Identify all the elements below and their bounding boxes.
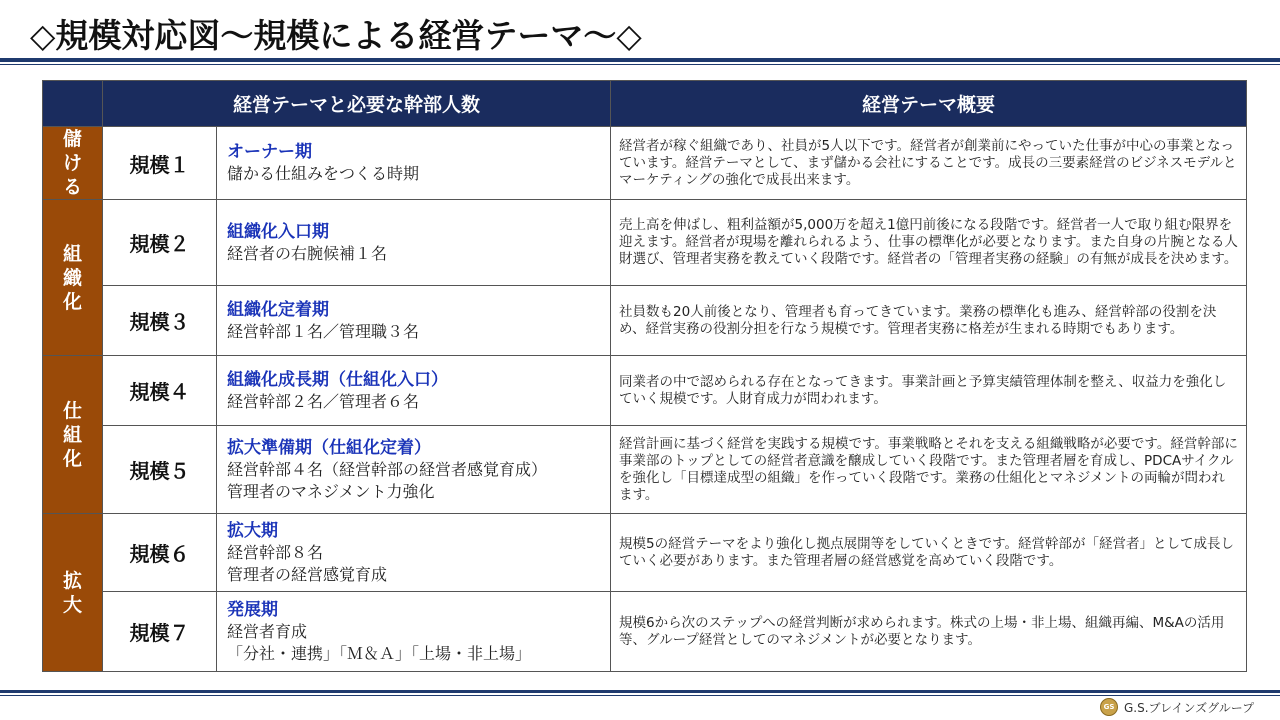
theme-title: 拡大期 [227,520,278,541]
theme-title: 組織化定着期 [227,299,329,320]
theme-description: 規模5の経営テーマをより強化し拠点展開等をしていくときです。経営幹部が「経営者」として成長していく必要があります。また管理者層の経営感覚を高めていく段階です。 [611,514,1247,592]
company-logo [1100,698,1254,716]
theme-description: 規模6から次のステップへの経営判断が求められます。株式の上場・非上場、組織再編、M&Aの活用等、グループ経営としてのマネジメントが必要となります。 [611,592,1247,672]
table-row [43,286,1247,356]
theme-cell [217,592,611,672]
theme-title: オーナー期 [227,142,312,162]
theme-title: 拡大準備期（仕組化定着） [227,437,431,458]
scale-label: 規模１ [103,127,217,200]
category-cell [43,514,103,672]
table-row [43,592,1247,672]
theme-cell [217,127,611,200]
theme-line: 経営者の右腕候補１名 [227,243,388,263]
theme-line: 管理者の経営感覚育成 [227,564,388,584]
theme-description: 経営者が稼ぐ組織であり、社員が5人以下です。経営者が創業前にやっていた仕事が中心の事業となっています。経営テーマとして、まず儲かる会社にすることです。成長の三要素経営のビジネスモデルとマーケティングの強化で成長出来ます。 [611,127,1247,200]
theme-description: 売上高を伸ばし、粗利益額が5,000万を超え1億円前後になる段階です。経営者一人で取り組む限界を迎えます。経営者が現場を離れられるよう、仕事の標準化が必要となります。また自身の片腕となる人財選び、管理者実務を教えていく段階です。経営者の「管理者実務の経験」の有無が成長を決めます。 [611,200,1247,286]
header-theme: 経営テーマと必要な幹部人数 [103,81,611,127]
category-label: 仕組化 [62,399,82,470]
slide-title: ◇規模対応図～規模による経営テーマ～◇ [30,16,642,55]
scale-table [42,80,1247,672]
theme-description: 同業者の中で認められる存在となってきます。事業計画と予算実績管理体制を整え、収益力を強化していく規模です。人財育成力が問われます。 [611,356,1247,426]
theme-description: 社員数も20人前後となり、管理者も育ってきています。業務の標準化も進み、経営幹部の役割を決め、経営実務の役割分担を行なう規模です。管理者実務に格差が生まれる時期でもあります。 [611,286,1247,356]
category-label: 儲ける [62,128,82,198]
category-label: 組織化 [62,242,82,313]
theme-line: 経営幹部１名／管理職３名 [227,321,420,341]
table-row [43,426,1247,514]
footer-divider-thin [0,695,1280,696]
category-cell [43,127,103,200]
scale-label: 規模５ [103,426,217,514]
scale-label: 規模３ [103,286,217,356]
title-divider-thin [0,64,1280,65]
header-summary: 経営テーマ概要 [611,81,1247,127]
table-row [43,356,1247,426]
theme-cell [217,200,611,286]
theme-line: 「分社・連携」「Ｍ＆Ａ」「上場・非上場」 [227,643,532,663]
theme-line: 経営幹部８名 [227,542,324,562]
category-label: 拡大 [62,569,82,616]
theme-cell [217,286,611,356]
theme-title: 組織化入口期 [227,221,329,242]
logo-text: G.S.ブレインズグループ [1124,700,1255,715]
header-corner [43,81,103,127]
theme-line: 経営幹部２名／管理者６名 [227,391,420,411]
theme-title: 組織化成長期（仕組化入口） [227,369,448,390]
theme-line: 経営者育成 [227,621,308,641]
theme-cell [217,514,611,592]
theme-cell [217,356,611,426]
table-row [43,514,1247,592]
table-row [43,127,1247,200]
theme-title: 発展期 [227,599,278,620]
theme-cell [217,426,611,514]
footer-divider [0,690,1280,693]
category-cell [43,356,103,514]
table-header-row [43,81,1247,127]
scale-label: 規模７ [103,592,217,672]
theme-description: 経営計画に基づく経営を実践する規模です。事業戦略とそれを支える組織戦略が必要です。経営幹部に事業部のトップとしての経営者意識を醸成していく段階です。また管理者層を育成し、PDCAサイクルを強化し「目標達成型の組織」を作っていく段階です。業務の仕組化とマネジメントの両輪が問われます。 [611,426,1247,514]
theme-line: 儲かる仕組みをつくる時期 [227,164,420,183]
logo-mark-icon: GS [1100,698,1118,716]
title-divider [0,58,1280,62]
theme-line: 経営幹部４名（経営幹部の経営者感覚育成） [227,459,548,479]
table-row [43,200,1247,286]
scale-label: 規模２ [103,200,217,286]
scale-label: 規模４ [103,356,217,426]
category-cell [43,200,103,356]
scale-label: 規模６ [103,514,217,592]
theme-line: 管理者のマネジメント力強化 [227,481,435,501]
